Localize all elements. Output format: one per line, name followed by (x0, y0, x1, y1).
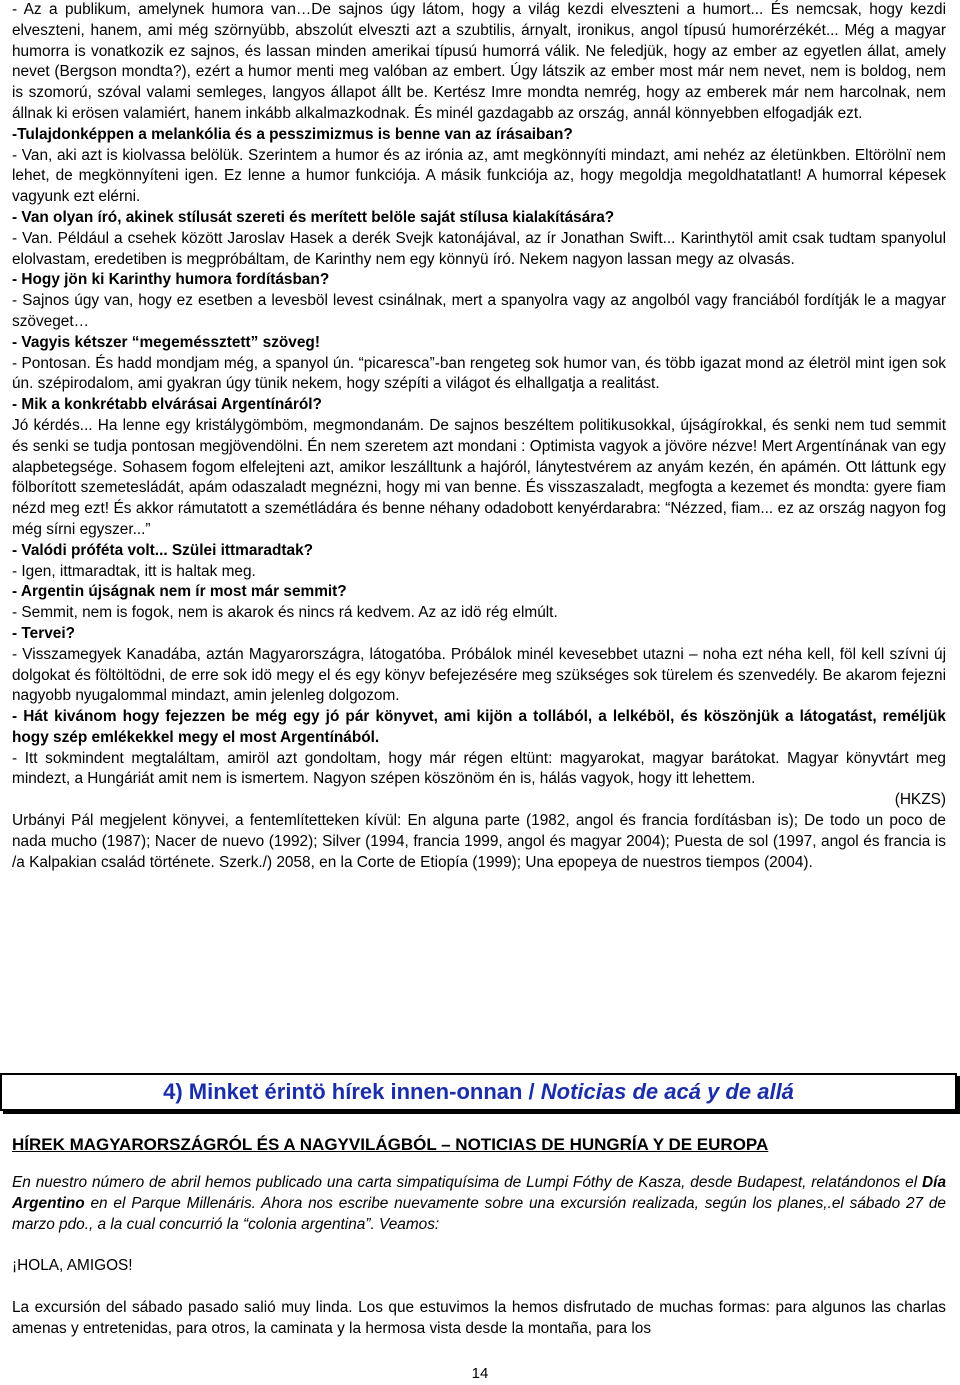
interview-question: - Vagyis kétszer “megeméssztett” szöveg! (12, 333, 320, 351)
interview-question: - Van olyan író, akinek stílusát szereti és merített belöle saját stílusa kialakítására? (12, 208, 615, 226)
interview-answer: - Semmit, nem is fogok, nem is akarok és nincs rá kedvem. Az az idö rég elmúlt. (12, 604, 558, 622)
interview-answer: - Visszamegyek Kanadába, aztán Magyarországra, látogatóba. Próbálok minél kevesebbet utazni – noha ezt néha kell, föl kell szívni új dolgokat és föltöltödni, de erre sok idö megy el és egy könyv befejezésére meg szükséges sok türelem és szenvedély. Be akarom fejezni nagyobb nyugalommal mindazt, amin jelenleg dolgozom. (12, 645, 946, 705)
author-signature: (HKZS) (894, 791, 946, 809)
news-header: HÍREK MAGYARORSZÁGRÓL ÉS A NAGYVILÁGBÓL – NOTICIAS DE HUNGRÍA Y DE EUROPA (12, 1135, 769, 1154)
interview-question: -Tulajdonképpen a melankólia és a pesszimizmus is benne van az írásaiban? (12, 125, 573, 143)
interview-answer: - Pontosan. És hadd mondjam még, a spanyol ún. “picaresca”-ban rengeteg sok humor van, és több igazat mond az életröl mint igen sok ún. szépirodalom, ami gyakran úgy tünik nekem, hogy szépíti a világot és elhallgatja a realitást. (12, 354, 946, 393)
interview-text (12, 0, 946, 790)
intro-text-b: en el Parque Millenáris. Ahora nos escribe nuevamente sobre una excursión realizada, según los planes,.el sábado 27 de marzo pdo., a la cual concurrió la “colonia argentina”. Veamos: (12, 1194, 946, 1233)
interview-answer: - Van, aki azt is kiolvassa belölük. Szerintem a humor és az irónia az, amt megkönnyíti mindazt, ami nehéz az életünkben. Eltörölnï nem lehet, de megkönnyíteni igen. Ez lenne a humor funkciója. A másik funkciója az, hogy megoldja megoldhatatlant! A humorral képesek vagyunk ezt elérni. (12, 146, 946, 206)
interview-answer: Jó kérdés... Ha lenne egy kristálygömböm, megmondanám. De sajnos beszéltem politikusokkal, újságírokkal, és senki nem tud semmit és senki se tudja pontosan megjövendölni. Én nem szeretem azt mondani : Optimista vagyok a jövöre nézve! Mert Argentínának van egy alapbetegsége. Sohasem fogom elfelejteni azt, amikor leszálltunk a hajóról, lánytestvérem az anyám kezén, én apámén. Ott láttunk egy fölborított szemetesládát, apám odaszaladt megnézni, hogy mi van benne. És visszaszaladt, megfogta a kezemet és mondta: gyere fiam nézd meg ezt! És akkor rámutatott a szemétládára és benne néhany odadobott kenyérdarabra: “Nézzed, fiam... ez az ország nagyon fog még sírni egyszer...” (12, 416, 946, 538)
section-heading-box (0, 1073, 957, 1111)
interview-question: - Mik a konkrétabb elvárásai Argentínáról? (12, 396, 322, 414)
interview-question: - Argentin újságnak nem ír most már semmit? (12, 583, 347, 601)
interview-answer: - Van. Például a csehek között Jaroslav Hasek a derék Svejk katonájával, az ír Jonathan Swift... Karinthytöl amit csak tudtam spanyolul elolvastam, eredetiben is megpróbáltam, de Karinthy nem egy könnyü író. Nekem nagyon lassan megy az olvasás. (12, 229, 946, 268)
interview-column (12, 0, 946, 873)
interview-answer: - Az a publikum, amelynek humora van…De sajnos úgy látom, hogy a világ kezdi elveszteni a humort... És nemcsak, hogy kezdi elveszteni, hanem, ami még szörnyübb, abszolút elveszti azt a szubtilis, árnyalt, ironikus, angol típusú humorérzékét... Még a magyar humorra is vonatkozik ez sajnos, és lassan minden amerikai típusú humorrá válik. Ne feledjük, hogy az ember az egyetlen állat, amely nevet (Bergson mondta?), ezért a humor menti meg valóban az embert. Úgy látszik az ember most már nem nevet, nem is boldog, nem is szomorú, szóval valami semleges, langyos állapot állt be. Kertész Imre mondta nemrég, hogy az emberek már nem harcolnak, nem állnak ki erösen valamiért, hanem inkább alkalmazkodnak. És minél gazdagabb az ország, annál könnyebben elfogadják ezt. (12, 1, 946, 122)
news-section (12, 1133, 946, 1340)
interview-question: - Valódi próféta volt... Szülei ittmaradtak? (12, 541, 314, 559)
letter-paragraph: La excursión del sábado pasado salió muy linda. Los que estuvimos la hemos disfrutado de muchas formas: para algunos las charlas amenas y entretenidas, para otros, la caminata y la hermosa vista desde la montaña, para los (12, 1299, 946, 1337)
interview-answer: - Igen, ittmaradtak, itt is haltak meg. (12, 562, 256, 580)
page-number: 14 (471, 1365, 489, 1382)
greeting: ¡HOLA, AMIGOS! (12, 1257, 133, 1275)
interview-answer: - Itt sokmindent megtaláltam, amiröl azt gondoltam, hogy már régen eltünt: magyarokat, magyar barátokat. Magyar könyvtárt meg mindezt, a Hungáriát amit nem is ismertem. Nagyon szépen köszönöm én is, hálás vagyok, hogy itt lehettem. (12, 749, 946, 788)
intro-text-a: En nuestro número de abril hemos publicado una carta simpatiquísima de Lumpi Fóthy de Kasza, desde Budapest, relatándonos el (12, 1174, 923, 1191)
section-title-hu: 4) Minket érintö hírek innen-onnan / (163, 1079, 541, 1104)
interview-question: - Hát kivánom hogy fejezzen be még egy jó pár könyvet, ami kijön a tollából, a lelkéböl, és köszönjük a látogatást, reméljük hogy szép emlékekkel megy el most Argentínából. (12, 708, 946, 746)
intro-bold: Día Argentino (12, 1174, 946, 1212)
interview-question: - Tervei? (12, 624, 76, 642)
intro-paragraph (12, 1173, 946, 1235)
bio-paragraph: Urbányi Pál megjelent könyvei, a fentemlítetteken kívül: En alguna parte (1982, angol és francia fordításban is); De todo un poco de nada mucho (1987); Nacer de nuevo (1992); Silver (1994, francia 1999, angol és magyar 2004); Puesta de sol (1997, angol és francia is /a Kalpakian család története. Szerk./) 2058, en la Corte de Etiopía (1999); Una epopeya de nuestros tiempos (2004). (12, 812, 946, 871)
section-title-es: Noticias de acá y de allá (540, 1079, 794, 1104)
interview-answer: - Sajnos úgy van, hogy ez esetben a levesböl levest csinálnak, mert a spanyolra vagy az angolból vagy franciából fordítják le a magyar szöveget… (12, 292, 946, 330)
interview-question: - Hogy jön ki Karinthy humora fordításban? (12, 271, 330, 289)
